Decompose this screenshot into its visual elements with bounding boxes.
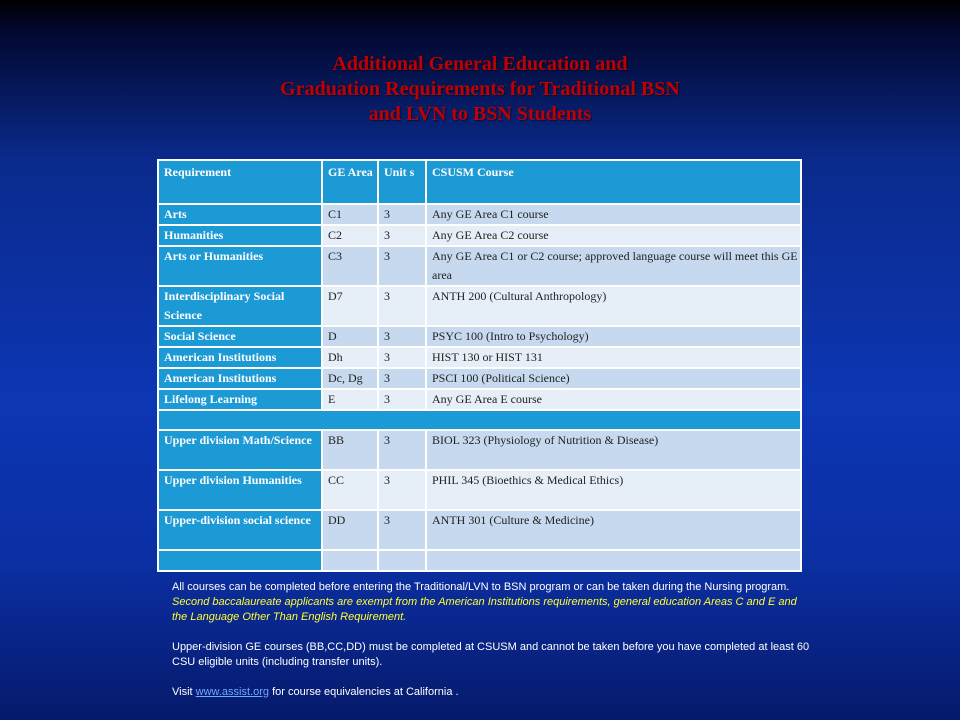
empty-cell xyxy=(158,550,322,571)
units-cell: 3 xyxy=(378,347,426,368)
course-cell: Any GE Area C1 course xyxy=(426,204,801,225)
units-cell: 3 xyxy=(378,389,426,410)
table-row xyxy=(158,204,801,225)
requirement-cell: Arts or Humanities xyxy=(158,246,322,286)
slide-title xyxy=(0,52,960,127)
ge-area-cell: Dh xyxy=(322,347,378,368)
requirement-cell: Social Science xyxy=(158,326,322,347)
requirement-cell: Upper division Humanities xyxy=(158,470,322,510)
table-row xyxy=(158,430,801,470)
note-second-bacc-text: Second baccalaureate applicants are exempt from the American Institutions requirements, general education Areas C and E and the Language Other Than English Requirement. xyxy=(172,596,797,623)
note-paragraph-1 xyxy=(172,580,812,625)
empty-cell xyxy=(322,550,378,571)
units-cell: 3 xyxy=(378,246,426,286)
ge-area-cell: D xyxy=(322,326,378,347)
table-row xyxy=(158,347,801,368)
ge-area-cell: BB xyxy=(322,430,378,470)
empty-cell xyxy=(378,550,426,571)
table-row xyxy=(158,225,801,246)
empty-row xyxy=(158,550,801,571)
ge-area-cell: E xyxy=(322,389,378,410)
footnotes xyxy=(172,580,812,700)
ge-area-cell: DD xyxy=(322,510,378,550)
table-row xyxy=(158,326,801,347)
course-cell: PHIL 345 (Bioethics & Medical Ethics) xyxy=(426,470,801,510)
requirement-cell: Interdisciplinary Social Science xyxy=(158,286,322,326)
course-cell: BIOL 323 (Physiology of Nutrition & Disease) xyxy=(426,430,801,470)
requirement-cell: Lifelong Learning xyxy=(158,389,322,410)
table-header-row xyxy=(158,160,801,204)
units-cell: 3 xyxy=(378,225,426,246)
title-line-2: Graduation Requirements for Traditional BSN xyxy=(280,78,680,100)
ge-area-cell: C1 xyxy=(322,204,378,225)
course-cell: HIST 130 or HIST 131 xyxy=(426,347,801,368)
requirement-cell: American Institutions xyxy=(158,347,322,368)
units-cell: 3 xyxy=(378,470,426,510)
title-line-1: Additional General Education and xyxy=(332,53,628,75)
units-cell: 3 xyxy=(378,510,426,550)
requirement-cell: Upper division Math/Science xyxy=(158,430,322,470)
units-cell: 3 xyxy=(378,286,426,326)
ge-area-cell: C3 xyxy=(322,246,378,286)
course-cell: ANTH 200 (Cultural Anthropology) xyxy=(426,286,801,326)
assist-link[interactable]: www.assist.org xyxy=(195,686,270,698)
course-cell: Any GE Area E course xyxy=(426,389,801,410)
note-paragraph-3 xyxy=(172,685,812,700)
table-row xyxy=(158,510,801,550)
requirement-cell: Arts xyxy=(158,204,322,225)
ge-area-cell: D7 xyxy=(322,286,378,326)
table-row xyxy=(158,246,801,286)
table-row xyxy=(158,286,801,326)
title-line-3: and LVN to BSN Students xyxy=(368,103,592,125)
note-program-text: All courses can be completed before entering the Traditional/LVN to BSN program or can be taken during the Nursing program. xyxy=(172,581,790,593)
requirement-cell: American Institutions xyxy=(158,368,322,389)
empty-cell xyxy=(426,550,801,571)
requirement-cell: Humanities xyxy=(158,225,322,246)
ge-area-cell: C2 xyxy=(322,225,378,246)
table-row xyxy=(158,368,801,389)
table-row xyxy=(158,389,801,410)
course-cell: Any GE Area C2 course xyxy=(426,225,801,246)
units-cell: 3 xyxy=(378,430,426,470)
course-cell: ANTH 301 (Culture & Medicine) xyxy=(426,510,801,550)
requirements-table xyxy=(157,159,802,572)
visit-suffix-text: for course equivalencies at California . xyxy=(272,686,459,698)
separator-cell xyxy=(158,410,801,430)
ge-area-cell: Dc, Dg xyxy=(322,368,378,389)
header-units: Unit s xyxy=(378,160,426,204)
header-requirement: Requirement xyxy=(158,160,322,204)
requirement-cell: Upper-division social science xyxy=(158,510,322,550)
separator-row xyxy=(158,410,801,430)
course-cell: PSCI 100 (Political Science) xyxy=(426,368,801,389)
header-ge-area: GE Area xyxy=(322,160,378,204)
table-row xyxy=(158,470,801,510)
course-cell: Any GE Area C1 or C2 course; approved language course will meet this GE area xyxy=(426,246,801,286)
units-cell: 3 xyxy=(378,368,426,389)
ge-area-cell: CC xyxy=(322,470,378,510)
visit-text: Visit xyxy=(172,686,193,698)
header-csusm-course: CSUSM Course xyxy=(426,160,801,204)
course-cell: PSYC 100 (Intro to Psychology) xyxy=(426,326,801,347)
note-paragraph-2: Upper-division GE courses (BB,CC,DD) must be completed at CSUSM and cannot be taken before you have completed at least 60 CSU eligible units (including transfer units). xyxy=(172,641,810,668)
units-cell: 3 xyxy=(378,204,426,225)
units-cell: 3 xyxy=(378,326,426,347)
